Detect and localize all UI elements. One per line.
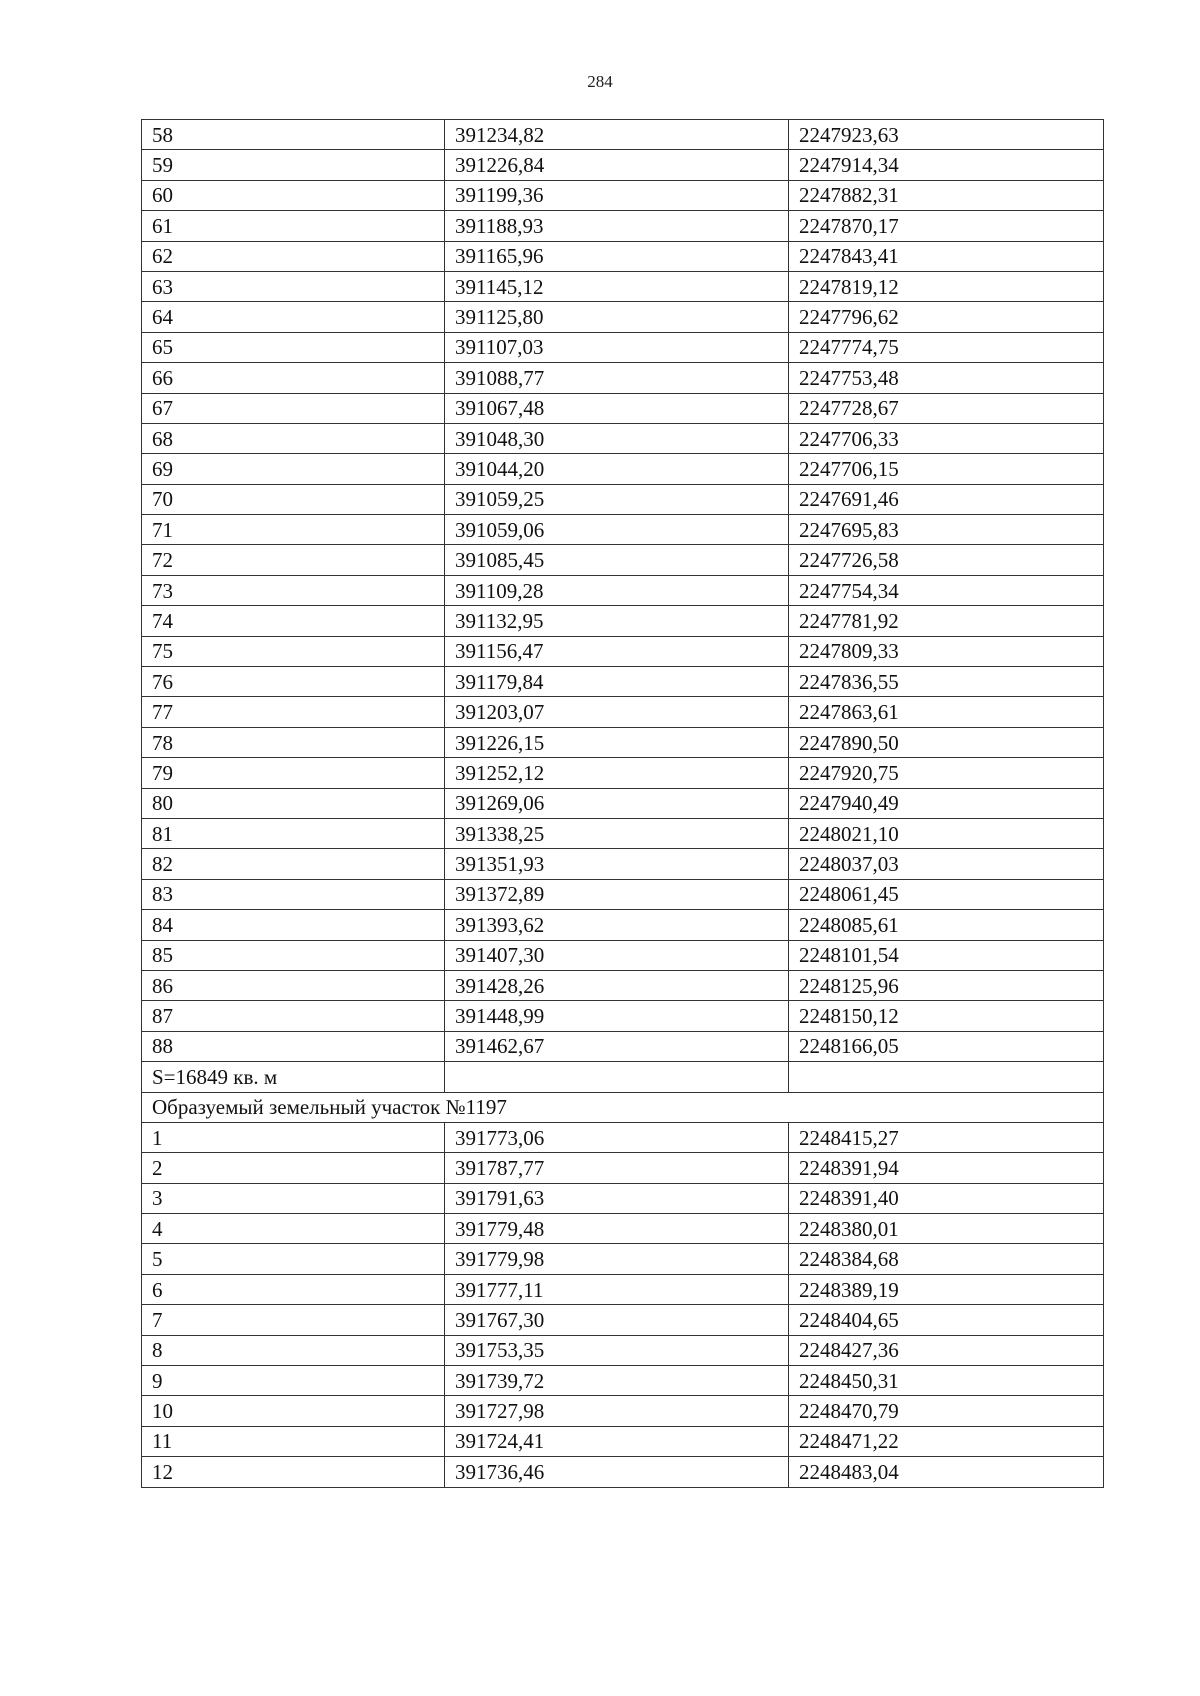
table-row bbox=[142, 1396, 1104, 1426]
point-number-cell: 83 bbox=[142, 879, 445, 909]
y-coordinate-cell: 2248037,03 bbox=[789, 849, 1104, 879]
table-row bbox=[142, 818, 1104, 848]
y-coordinate-cell: 2247890,50 bbox=[789, 727, 1104, 757]
x-coordinate-cell: 391724,41 bbox=[445, 1426, 789, 1456]
x-coordinate-cell: 391088,77 bbox=[445, 363, 789, 393]
y-coordinate-cell: 2247940,49 bbox=[789, 788, 1104, 818]
table-row bbox=[142, 849, 1104, 879]
table-row bbox=[142, 515, 1104, 545]
x-coordinate-cell: 391179,84 bbox=[445, 667, 789, 697]
y-coordinate-cell: 2247706,15 bbox=[789, 454, 1104, 484]
x-coordinate-cell: 391059,25 bbox=[445, 484, 789, 514]
x-coordinate-cell: 391234,82 bbox=[445, 120, 789, 150]
table-row bbox=[142, 1153, 1104, 1183]
section-title-row bbox=[142, 1092, 1104, 1122]
y-coordinate-cell: 2247819,12 bbox=[789, 271, 1104, 301]
coordinates-table-body-part2 bbox=[142, 1122, 1104, 1487]
table-row bbox=[142, 150, 1104, 180]
point-number-cell: 64 bbox=[142, 302, 445, 332]
x-coordinate-cell: 391767,30 bbox=[445, 1305, 789, 1335]
x-coordinate-cell: 391372,89 bbox=[445, 879, 789, 909]
table-row bbox=[142, 758, 1104, 788]
point-number-cell: 65 bbox=[142, 332, 445, 362]
table-row bbox=[142, 727, 1104, 757]
y-coordinate-cell: 2248166,05 bbox=[789, 1031, 1104, 1061]
point-number-cell: 74 bbox=[142, 606, 445, 636]
point-number-cell: 63 bbox=[142, 271, 445, 301]
x-coordinate-cell: 391428,26 bbox=[445, 970, 789, 1000]
table-row bbox=[142, 545, 1104, 575]
area-empty-cell bbox=[445, 1062, 789, 1092]
point-number-cell: 5 bbox=[142, 1244, 445, 1274]
x-coordinate-cell: 391199,36 bbox=[445, 180, 789, 210]
y-coordinate-cell: 2248125,96 bbox=[789, 970, 1104, 1000]
x-coordinate-cell: 391145,12 bbox=[445, 271, 789, 301]
table-row bbox=[142, 1305, 1104, 1335]
x-coordinate-cell: 391407,30 bbox=[445, 940, 789, 970]
table-row bbox=[142, 454, 1104, 484]
x-coordinate-cell: 391165,96 bbox=[445, 241, 789, 271]
table-row bbox=[142, 241, 1104, 271]
y-coordinate-cell: 2247920,75 bbox=[789, 758, 1104, 788]
y-coordinate-cell: 2247836,55 bbox=[789, 667, 1104, 697]
table-row bbox=[142, 1122, 1104, 1152]
x-coordinate-cell: 391107,03 bbox=[445, 332, 789, 362]
table-row bbox=[142, 667, 1104, 697]
point-number-cell: 70 bbox=[142, 484, 445, 514]
point-number-cell: 62 bbox=[142, 241, 445, 271]
table-row bbox=[142, 423, 1104, 453]
point-number-cell: 66 bbox=[142, 363, 445, 393]
y-coordinate-cell: 2248150,12 bbox=[789, 1001, 1104, 1031]
table-row bbox=[142, 302, 1104, 332]
y-coordinate-cell: 2248101,54 bbox=[789, 940, 1104, 970]
y-coordinate-cell: 2248021,10 bbox=[789, 818, 1104, 848]
y-coordinate-cell: 2247691,46 bbox=[789, 484, 1104, 514]
table-row bbox=[142, 910, 1104, 940]
point-number-cell: 68 bbox=[142, 423, 445, 453]
point-number-cell: 59 bbox=[142, 150, 445, 180]
area-and-title-rows bbox=[142, 1062, 1104, 1123]
point-number-cell: 76 bbox=[142, 667, 445, 697]
y-coordinate-cell: 2248061,45 bbox=[789, 879, 1104, 909]
y-coordinate-cell: 2248427,36 bbox=[789, 1335, 1104, 1365]
x-coordinate-cell: 391269,06 bbox=[445, 788, 789, 818]
y-coordinate-cell: 2248404,65 bbox=[789, 1305, 1104, 1335]
area-empty-cell bbox=[789, 1062, 1104, 1092]
table-row bbox=[142, 180, 1104, 210]
table-row bbox=[142, 120, 1104, 150]
y-coordinate-cell: 2247809,33 bbox=[789, 636, 1104, 666]
point-number-cell: 72 bbox=[142, 545, 445, 575]
y-coordinate-cell: 2247706,33 bbox=[789, 423, 1104, 453]
y-coordinate-cell: 2247753,48 bbox=[789, 363, 1104, 393]
table-row bbox=[142, 393, 1104, 423]
x-coordinate-cell: 391132,95 bbox=[445, 606, 789, 636]
y-coordinate-cell: 2247882,31 bbox=[789, 180, 1104, 210]
point-number-cell: 61 bbox=[142, 211, 445, 241]
x-coordinate-cell: 391048,30 bbox=[445, 423, 789, 453]
x-coordinate-cell: 391779,98 bbox=[445, 1244, 789, 1274]
point-number-cell: 75 bbox=[142, 636, 445, 666]
y-coordinate-cell: 2247728,67 bbox=[789, 393, 1104, 423]
table-row bbox=[142, 879, 1104, 909]
point-number-cell: 85 bbox=[142, 940, 445, 970]
area-label-cell: S=16849 кв. м bbox=[142, 1062, 445, 1092]
y-coordinate-cell: 2247870,17 bbox=[789, 211, 1104, 241]
table-row bbox=[142, 332, 1104, 362]
y-coordinate-cell: 2248450,31 bbox=[789, 1366, 1104, 1396]
point-number-cell: 12 bbox=[142, 1457, 445, 1487]
section-title-cell: Образуемый земельный участок №1197 bbox=[142, 1092, 1104, 1122]
x-coordinate-cell: 391736,46 bbox=[445, 1457, 789, 1487]
table-row bbox=[142, 970, 1104, 1000]
point-number-cell: 80 bbox=[142, 788, 445, 818]
table-row bbox=[142, 1244, 1104, 1274]
point-number-cell: 9 bbox=[142, 1366, 445, 1396]
table-row bbox=[142, 1274, 1104, 1304]
table-row bbox=[142, 636, 1104, 666]
table-row bbox=[142, 940, 1104, 970]
table-row bbox=[142, 1214, 1104, 1244]
y-coordinate-cell: 2247781,92 bbox=[789, 606, 1104, 636]
y-coordinate-cell: 2248389,19 bbox=[789, 1274, 1104, 1304]
table-row bbox=[142, 697, 1104, 727]
table-row bbox=[142, 1366, 1104, 1396]
table-row bbox=[142, 484, 1104, 514]
x-coordinate-cell: 391125,80 bbox=[445, 302, 789, 332]
x-coordinate-cell: 391773,06 bbox=[445, 1122, 789, 1152]
table-row bbox=[142, 1426, 1104, 1456]
table-row bbox=[142, 1001, 1104, 1031]
x-coordinate-cell: 391462,67 bbox=[445, 1031, 789, 1061]
x-coordinate-cell: 391203,07 bbox=[445, 697, 789, 727]
point-number-cell: 73 bbox=[142, 575, 445, 605]
table-row bbox=[142, 211, 1104, 241]
point-number-cell: 87 bbox=[142, 1001, 445, 1031]
y-coordinate-cell: 2248471,22 bbox=[789, 1426, 1104, 1456]
x-coordinate-cell: 391059,06 bbox=[445, 515, 789, 545]
point-number-cell: 69 bbox=[142, 454, 445, 484]
x-coordinate-cell: 391779,48 bbox=[445, 1214, 789, 1244]
y-coordinate-cell: 2247914,34 bbox=[789, 150, 1104, 180]
point-number-cell: 10 bbox=[142, 1396, 445, 1426]
point-number-cell: 3 bbox=[142, 1183, 445, 1213]
x-coordinate-cell: 391393,62 bbox=[445, 910, 789, 940]
y-coordinate-cell: 2247923,63 bbox=[789, 120, 1104, 150]
y-coordinate-cell: 2248380,01 bbox=[789, 1214, 1104, 1244]
x-coordinate-cell: 391338,25 bbox=[445, 818, 789, 848]
point-number-cell: 84 bbox=[142, 910, 445, 940]
point-number-cell: 7 bbox=[142, 1305, 445, 1335]
table-row bbox=[142, 606, 1104, 636]
table-row bbox=[142, 788, 1104, 818]
point-number-cell: 2 bbox=[142, 1153, 445, 1183]
y-coordinate-cell: 2248391,94 bbox=[789, 1153, 1104, 1183]
x-coordinate-cell: 391727,98 bbox=[445, 1396, 789, 1426]
page-number: 284 bbox=[587, 72, 613, 91]
point-number-cell: 88 bbox=[142, 1031, 445, 1061]
y-coordinate-cell: 2247796,62 bbox=[789, 302, 1104, 332]
table-row bbox=[142, 575, 1104, 605]
x-coordinate-cell: 391226,84 bbox=[445, 150, 789, 180]
y-coordinate-cell: 2247754,34 bbox=[789, 575, 1104, 605]
point-number-cell: 8 bbox=[142, 1335, 445, 1365]
y-coordinate-cell: 2248483,04 bbox=[789, 1457, 1104, 1487]
point-number-cell: 60 bbox=[142, 180, 445, 210]
point-number-cell: 86 bbox=[142, 970, 445, 1000]
table-row bbox=[142, 271, 1104, 301]
table-row bbox=[142, 1183, 1104, 1213]
x-coordinate-cell: 391791,63 bbox=[445, 1183, 789, 1213]
y-coordinate-cell: 2247726,58 bbox=[789, 545, 1104, 575]
point-number-cell: 77 bbox=[142, 697, 445, 727]
area-row bbox=[142, 1062, 1104, 1092]
x-coordinate-cell: 391067,48 bbox=[445, 393, 789, 423]
x-coordinate-cell: 391787,77 bbox=[445, 1153, 789, 1183]
coordinates-table-body-part1 bbox=[142, 120, 1104, 1062]
x-coordinate-cell: 391226,15 bbox=[445, 727, 789, 757]
x-coordinate-cell: 391351,93 bbox=[445, 849, 789, 879]
x-coordinate-cell: 391044,20 bbox=[445, 454, 789, 484]
coordinates-table bbox=[141, 119, 1104, 1488]
y-coordinate-cell: 2248085,61 bbox=[789, 910, 1104, 940]
y-coordinate-cell: 2248391,40 bbox=[789, 1183, 1104, 1213]
y-coordinate-cell: 2247863,61 bbox=[789, 697, 1104, 727]
y-coordinate-cell: 2247843,41 bbox=[789, 241, 1104, 271]
point-number-cell: 67 bbox=[142, 393, 445, 423]
y-coordinate-cell: 2248384,68 bbox=[789, 1244, 1104, 1274]
x-coordinate-cell: 391777,11 bbox=[445, 1274, 789, 1304]
y-coordinate-cell: 2248470,79 bbox=[789, 1396, 1104, 1426]
point-number-cell: 82 bbox=[142, 849, 445, 879]
point-number-cell: 11 bbox=[142, 1426, 445, 1456]
x-coordinate-cell: 391085,45 bbox=[445, 545, 789, 575]
point-number-cell: 79 bbox=[142, 758, 445, 788]
point-number-cell: 1 bbox=[142, 1122, 445, 1152]
table-row bbox=[142, 363, 1104, 393]
x-coordinate-cell: 391252,12 bbox=[445, 758, 789, 788]
table-row bbox=[142, 1031, 1104, 1061]
x-coordinate-cell: 391739,72 bbox=[445, 1366, 789, 1396]
y-coordinate-cell: 2247695,83 bbox=[789, 515, 1104, 545]
y-coordinate-cell: 2247774,75 bbox=[789, 332, 1104, 362]
point-number-cell: 78 bbox=[142, 727, 445, 757]
x-coordinate-cell: 391188,93 bbox=[445, 211, 789, 241]
x-coordinate-cell: 391109,28 bbox=[445, 575, 789, 605]
point-number-cell: 6 bbox=[142, 1274, 445, 1304]
table-row bbox=[142, 1457, 1104, 1487]
table-row bbox=[142, 1335, 1104, 1365]
point-number-cell: 58 bbox=[142, 120, 445, 150]
y-coordinate-cell: 2248415,27 bbox=[789, 1122, 1104, 1152]
x-coordinate-cell: 391156,47 bbox=[445, 636, 789, 666]
point-number-cell: 71 bbox=[142, 515, 445, 545]
x-coordinate-cell: 391753,35 bbox=[445, 1335, 789, 1365]
point-number-cell: 81 bbox=[142, 818, 445, 848]
point-number-cell: 4 bbox=[142, 1214, 445, 1244]
x-coordinate-cell: 391448,99 bbox=[445, 1001, 789, 1031]
